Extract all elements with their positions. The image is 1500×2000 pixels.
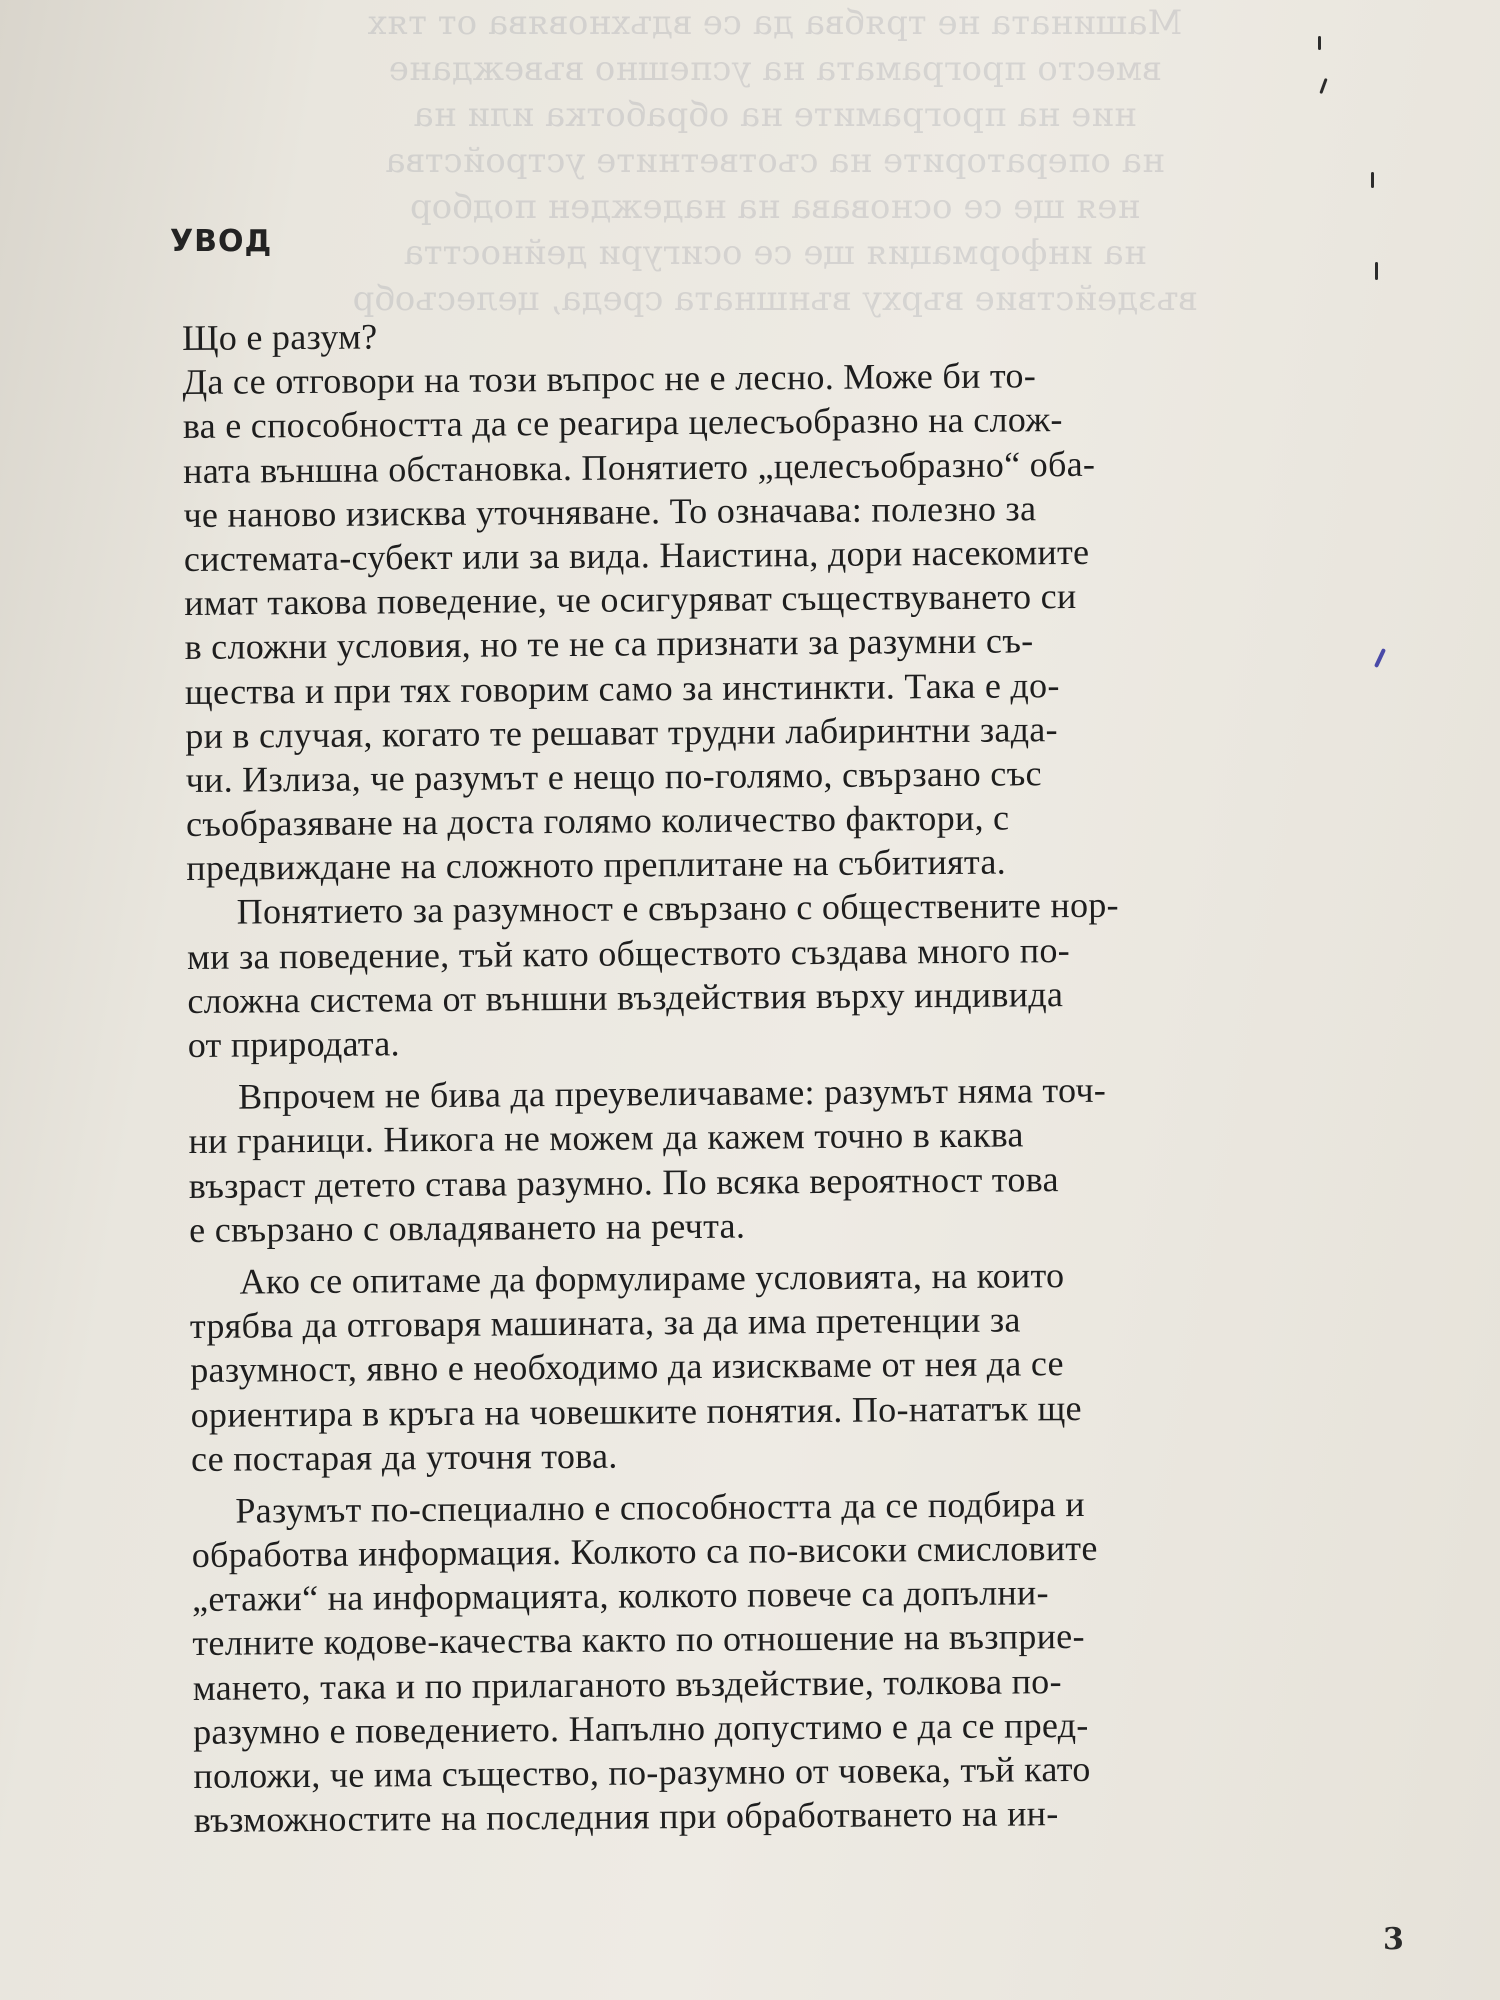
bleed-through-line: вместо програмата на успешно въвеждане: [388, 49, 1162, 89]
print-speck: [1375, 262, 1378, 280]
text-line: разумно е поведението. Напълно допустимо е да се пред-: [192, 1704, 1089, 1752]
text-line: от природата.: [187, 1023, 401, 1065]
text-line: „етажи“ на информацията, колкото повече са допълни-: [191, 1572, 1049, 1620]
print-speck: [1318, 36, 1321, 50]
paragraph-start-line: Ако се опитаме да формулираме условията, на които: [239, 1255, 1065, 1302]
print-speck: [1319, 78, 1327, 94]
bleed-through-line: Машината не трябва да се вдъхновява от тях: [367, 3, 1183, 43]
section-heading: УВОД: [170, 224, 273, 259]
text-line: мането, така и по прилаганото въздействие, толкова по-: [192, 1660, 1062, 1708]
text-line: съобразяване на доста голямо количество фактори, с: [185, 797, 1010, 845]
text-line: телните кодове-качества както по отношение на възприе-: [192, 1616, 1085, 1664]
bleed-through-line: въздействие върху външната среда, целесъобр: [352, 279, 1198, 319]
text-line: ва е способността да се реагира целесъобразно на слож-: [182, 399, 1063, 447]
bleed-through-line: на операторите на съответните устройства: [385, 141, 1165, 181]
text-line: е свързано с овладяването на речта.: [189, 1205, 746, 1250]
text-line: възраст детето става разумно. По всяка вероятност това: [188, 1158, 1059, 1206]
text-line: ни граници. Никога не можем да кажем точно в каква: [188, 1114, 1024, 1162]
text-line: ми за поведение, тъй като обществото създава много по-: [186, 929, 1071, 977]
text-line: ната външна обстановка. Понятието „целесъобразно“ оба-: [183, 443, 1096, 491]
text-line: се постарая да уточня това.: [190, 1435, 618, 1479]
text-line: разумност, явно е необходимо да изискваме от нея да се: [190, 1343, 1065, 1391]
text-line: Да се отговори на този въпрос не е лесно. Може би то-: [182, 355, 1037, 403]
paragraph-start-line: Понятието за разумност е свързано с обществените нор-: [236, 885, 1120, 933]
bleed-through-line: нея ще се основава на надежден подбор: [409, 187, 1141, 227]
bleed-through-line: на информация ще се осигури дейността: [403, 233, 1147, 273]
text-line: щества и при тях говорим само за инстинкти. Така е до-: [184, 664, 1060, 712]
text-line: че наново изисква уточняване. То означава: полезно за: [183, 488, 1037, 535]
body-text: [182, 306, 1424, 1876]
text-line: предвиждане на сложното преплитане на събитията.: [186, 841, 1007, 889]
text-line: трябва да отговаря машината, за да има претенции за: [189, 1299, 1021, 1347]
text-line: обработва информация. Колкото са по-високи смисловите: [191, 1527, 1098, 1576]
text-line: ориентира в кръга на човешките понятия. По-нататък ще: [190, 1387, 1083, 1435]
text-line: възможностите на последния при обработването на ин-: [193, 1793, 1059, 1841]
text-line: чи. Излиза, че разумът е нещо по-голямо, свързано със: [185, 753, 1042, 800]
text-line-question: Що е разум?: [182, 316, 378, 358]
paragraph-start-line: Разумът по-специално е способността да се подбира и: [235, 1483, 1085, 1531]
text-line: сложна система от външни въздействия върху индивида: [187, 973, 1064, 1021]
paragraph-start-line: Впрочем не бива да преувеличаваме: разумът няма точ-: [237, 1069, 1107, 1117]
text-line: системата-субект или за вида. Наистина, дори насекомите: [183, 531, 1090, 579]
page-number: 3: [1383, 1922, 1404, 1957]
text-line: положи, че има същество, по-разумно от човека, тъй като: [193, 1748, 1091, 1796]
text-line: ри в случая, когато те решават трудни лабиринтни зада-: [185, 708, 1058, 756]
bleed-through-line: ние на програмите на обработка или на: [413, 95, 1137, 135]
text-line: имат такова поведение, че осигуряват съществуването си: [184, 576, 1077, 624]
text-line: в сложни условия, но те не са признати за разумни съ-: [184, 620, 1034, 668]
print-speck: [1371, 172, 1374, 188]
